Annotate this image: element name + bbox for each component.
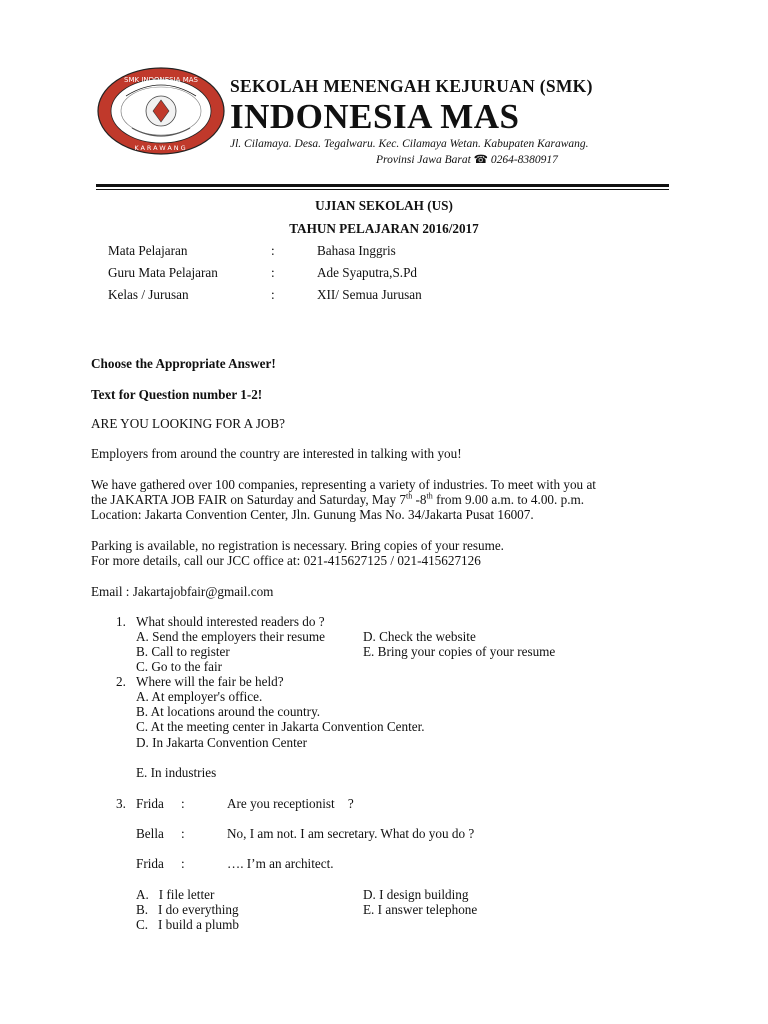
option-c: C. Go to the fair xyxy=(136,659,223,674)
info-value: XII/ Semua Jurusan xyxy=(317,287,422,302)
question-text: What should interested readers do ? xyxy=(136,614,325,629)
school-name: INDONESIA MAS xyxy=(230,97,520,136)
school-logo xyxy=(96,66,226,156)
question-number: 1. xyxy=(116,614,126,629)
option-d: D. Check the website xyxy=(363,629,476,644)
option-b: B. I do everything xyxy=(136,902,239,917)
option-b: B. Call to register xyxy=(136,644,230,659)
logo-text-top: SMK INDONESIA MAS xyxy=(124,76,198,84)
phone-icon: ☎ xyxy=(473,154,488,166)
header-divider-thick xyxy=(96,184,669,187)
dialog-line: …. I’m an architect. xyxy=(227,856,334,871)
info-label: Kelas / Jurusan xyxy=(108,287,189,302)
superscript: th xyxy=(406,491,413,501)
province-text: Provinsi Jawa Barat xyxy=(376,154,471,166)
dialog-speaker: Bella xyxy=(136,826,164,841)
option-d: D. In Jakarta Convention Center xyxy=(136,735,308,750)
passage-paragraph-3-line-1: Parking is available, no registration is necessary. Bring copies of your resume. xyxy=(91,538,504,553)
dialog-line: No, I am not. I am secretary. What do you do ? xyxy=(227,826,475,841)
option-e: E. I answer telephone xyxy=(363,902,478,917)
passage-email: Email : Jakartajobfair@gmail.com xyxy=(91,584,274,599)
info-value: Bahasa Inggris xyxy=(317,243,396,258)
phone-number: 0264-8380917 xyxy=(490,154,558,166)
dialog-speaker: Frida xyxy=(136,796,164,811)
instruction-choose: Choose the Appropriate Answer! xyxy=(91,356,276,371)
dialog-sep: : xyxy=(181,856,185,871)
option-e: E. Bring your copies of your resume xyxy=(363,644,556,659)
passage-heading: ARE YOU LOOKING FOR A JOB? xyxy=(91,416,286,431)
option-c: C. I build a plumb xyxy=(136,917,239,932)
exam-year: TAHUN PELAJARAN 2016/2017 xyxy=(289,221,479,236)
option-a: A. At employer's office. xyxy=(136,689,263,704)
question-number: 2. xyxy=(116,674,126,689)
superscript: th xyxy=(426,491,433,501)
info-label: Guru Mata Pelajaran xyxy=(108,265,218,280)
passage-paragraph-2-line-3: Location: Jakarta Convention Center, Jln. Gunung Mas No. 34/Jakarta Pusat 16007. xyxy=(91,507,534,522)
option-c: C. At the meeting center in Jakarta Convention Center. xyxy=(136,719,425,734)
text-segment: the JAKARTA JOB FAIR on Saturday and Saturday, May 7 xyxy=(91,492,406,507)
option-d: D. I design building xyxy=(363,887,469,902)
option-e: E. In industries xyxy=(136,765,217,780)
question-text: Where will the fair be held? xyxy=(136,674,284,689)
school-province xyxy=(376,152,558,166)
passage-paragraph-1: Employers from around the country are interested in talking with you! xyxy=(91,446,462,461)
text-segment: -8 xyxy=(412,492,427,507)
info-label: Mata Pelajaran xyxy=(108,243,188,258)
option-a: A. Send the employers their resume xyxy=(136,629,325,644)
option-a: A. I file letter xyxy=(136,887,215,902)
header-divider-thin xyxy=(96,189,669,190)
option-b: B. At locations around the country. xyxy=(136,704,321,719)
exam-title: UJIAN SEKOLAH (US) xyxy=(315,198,453,213)
info-sep: : xyxy=(271,287,275,302)
school-address: Jl. Cilamaya. Desa. Tegalwaru. Kec. Cilamaya Wetan. Kabupaten Karawang. xyxy=(230,138,589,150)
text-segment: from 9.00 a.m. to 4.00. p.m. xyxy=(432,492,585,507)
passage-paragraph-2-line-1: We have gathered over 100 companies, representing a variety of industries. To meet with you at xyxy=(91,477,596,492)
dialog-sep: : xyxy=(181,826,185,841)
dialog-sep: : xyxy=(181,796,185,811)
instruction-text-for: Text for Question number 1-2! xyxy=(91,387,263,402)
school-type: SEKOLAH MENENGAH KEJURUAN (SMK) xyxy=(230,76,593,96)
dialog-speaker: Frida xyxy=(136,856,164,871)
info-value: Ade Syaputra,S.Pd xyxy=(317,265,418,280)
passage-paragraph-3-line-2: For more details, call our JCC office at: 021-415627125 / 021-415627126 xyxy=(91,553,481,568)
question-number: 3. xyxy=(116,796,126,811)
passage-paragraph-2-line-2 xyxy=(91,492,584,507)
info-sep: : xyxy=(271,243,275,258)
logo-text-bottom: KARAWANG xyxy=(134,144,188,152)
dialog-line: Are you receptionist ? xyxy=(227,796,354,811)
info-sep: : xyxy=(271,265,275,280)
